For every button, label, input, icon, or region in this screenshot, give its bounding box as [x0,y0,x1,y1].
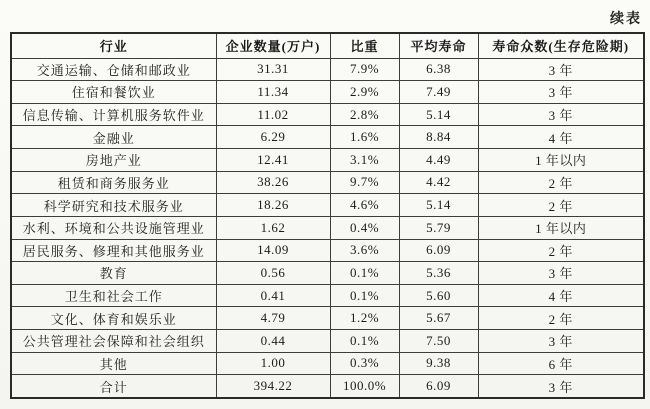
cell-lifespan-mode: 3 年 [478,81,644,104]
header-row [11,33,644,58]
table-row [11,126,644,149]
cell-avg-lifespan: 9.38 [399,352,478,375]
table-row [11,58,644,81]
cell-avg-lifespan: 5.60 [399,284,478,307]
table-row [11,352,644,375]
cell-share: 2.8% [330,103,399,126]
table-row [11,81,644,104]
cell-lifespan-mode: 3 年 [478,330,644,353]
table-row [11,149,644,172]
cell-avg-lifespan: 6.09 [399,375,478,398]
cell-share: 9.7% [330,171,399,194]
cell-avg-lifespan: 7.49 [399,81,478,104]
table-row [11,194,644,217]
cell-share: 3.6% [330,239,399,262]
cell-enterprise-count: 394.22 [216,375,330,398]
cell-avg-lifespan: 5.14 [399,194,478,217]
col-header-industry: 行业 [11,33,216,58]
table-row [11,103,644,126]
cell-avg-lifespan: 8.84 [399,126,478,149]
cell-lifespan-mode: 2 年 [478,194,644,217]
cell-share: 0.1% [330,284,399,307]
cell-industry: 住宿和餐饮业 [11,81,216,104]
cell-enterprise-count: 1.62 [216,216,330,239]
cell-lifespan-mode: 2 年 [478,171,644,194]
cell-share: 1.6% [330,126,399,149]
cell-avg-lifespan: 5.14 [399,103,478,126]
col-header-avg-lifespan: 平均寿命 [399,33,478,58]
table-row [11,239,644,262]
cell-share: 100.0% [330,375,399,398]
cell-industry: 其他 [11,352,216,375]
cell-industry: 教育 [11,262,216,285]
cell-lifespan-mode: 3 年 [478,58,644,81]
cell-enterprise-count: 14.09 [216,239,330,262]
cell-avg-lifespan: 5.67 [399,307,478,330]
table-body [11,58,644,398]
cell-enterprise-count: 6.29 [216,126,330,149]
cell-enterprise-count: 38.26 [216,171,330,194]
cell-share: 0.1% [330,330,399,353]
cell-industry: 居民服务、修理和其他服务业 [11,239,216,262]
cell-industry: 租赁和商务服务业 [11,171,216,194]
cell-share: 7.9% [330,58,399,81]
cell-enterprise-count: 1.00 [216,352,330,375]
cell-enterprise-count: 0.41 [216,284,330,307]
cell-avg-lifespan: 5.79 [399,216,478,239]
cell-enterprise-count: 0.44 [216,330,330,353]
table-header [11,33,644,58]
cell-share: 0.3% [330,352,399,375]
col-header-enterprise-count: 企业数量(万户) [216,33,330,58]
cell-share: 3.1% [330,149,399,172]
cell-avg-lifespan: 6.09 [399,239,478,262]
table-row [11,171,644,194]
cell-lifespan-mode: 2 年 [478,307,644,330]
cell-enterprise-count: 4.79 [216,307,330,330]
cell-lifespan-mode: 4 年 [478,126,644,149]
cell-industry: 科学研究和技术服务业 [11,194,216,217]
cell-share: 4.6% [330,194,399,217]
cell-industry: 文化、体育和娱乐业 [11,307,216,330]
cell-industry: 信息传输、计算机服务软件业 [11,103,216,126]
cell-enterprise-count: 18.26 [216,194,330,217]
cell-avg-lifespan: 5.36 [399,262,478,285]
cell-enterprise-count: 0.56 [216,262,330,285]
cell-share: 1.2% [330,307,399,330]
cell-industry: 卫生和社会工作 [11,284,216,307]
cell-avg-lifespan: 6.38 [399,58,478,81]
cell-industry: 合计 [11,375,216,398]
cell-industry: 房地产业 [11,149,216,172]
cell-industry: 公共管理社会保障和社会组织 [11,330,216,353]
table-row [11,330,644,353]
cell-lifespan-mode: 1 年以内 [478,149,644,172]
cell-lifespan-mode: 4 年 [478,284,644,307]
cell-avg-lifespan: 7.50 [399,330,478,353]
col-header-lifespan-mode: 寿命众数(生存危险期) [478,33,644,58]
cell-industry: 金融业 [11,126,216,149]
col-header-share: 比重 [330,33,399,58]
table-row [11,284,644,307]
cell-lifespan-mode: 1 年以内 [478,216,644,239]
cell-avg-lifespan: 4.42 [399,171,478,194]
cell-industry: 水利、环境和公共设施管理业 [11,216,216,239]
cell-share: 0.1% [330,262,399,285]
cell-enterprise-count: 11.02 [216,103,330,126]
industry-lifespan-table [10,32,645,399]
cell-enterprise-count: 12.41 [216,149,330,172]
cell-enterprise-count: 11.34 [216,81,330,104]
cell-share: 0.4% [330,216,399,239]
cell-lifespan-mode: 3 年 [478,375,644,398]
table-row [11,262,644,285]
cell-lifespan-mode: 3 年 [478,262,644,285]
continued-table-label: 续表 [610,12,642,27]
cell-share: 2.9% [330,81,399,104]
table-row [11,216,644,239]
table-row [11,307,644,330]
cell-lifespan-mode: 3 年 [478,103,644,126]
cell-avg-lifespan: 4.49 [399,149,478,172]
table-row-total [11,375,644,398]
cell-lifespan-mode: 6 年 [478,352,644,375]
cell-lifespan-mode: 2 年 [478,239,644,262]
cell-industry: 交通运输、仓储和邮政业 [11,58,216,81]
cell-enterprise-count: 31.31 [216,58,330,81]
